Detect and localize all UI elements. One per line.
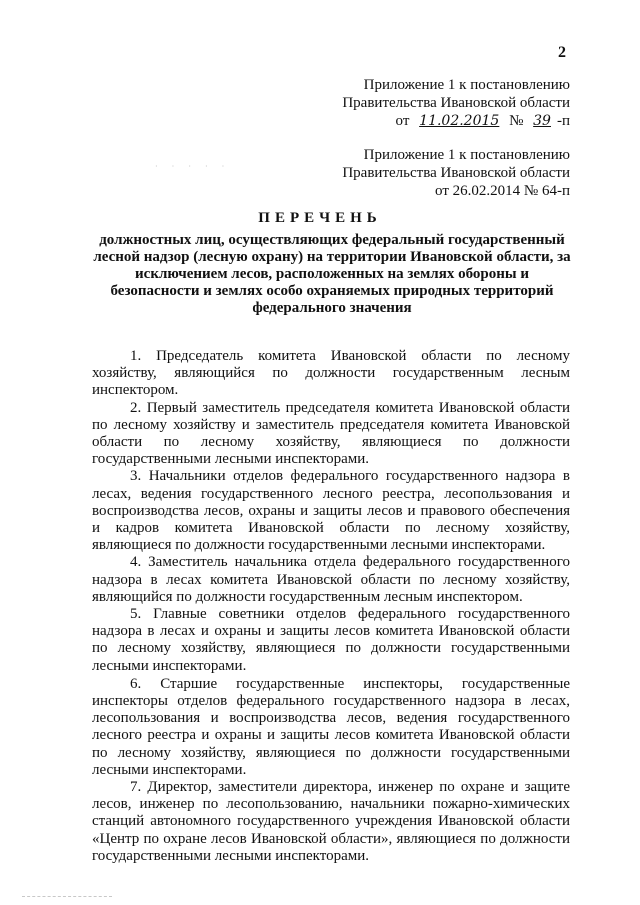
list-item: 6. Старшие государственные инспекторы, государственные инспекторы отделов федерального государственного надзора в лесах, лесопользования и воспроизводства лесов, ведения государственного лесного реестра и охраны и защиты лесов комитета Ивановской области по лесному хозяйству, являющиеся по должности государственными лесными инспекторами.	[92, 675, 570, 778]
appendix-old-line3: от 26.02.2014 № 64-п	[435, 183, 570, 199]
appendix-num-sign: №	[509, 113, 524, 129]
list-item: 5. Главные советники отделов федерального государственного надзора в лесах и охраны и защиты лесов комитета Ивановской области по лесному хозяйству, являющиеся по должности государственными лесными инспекторами.	[92, 606, 570, 674]
list-item: 1. Председатель комитета Ивановской области по лесному хозяйству, являющийся по должности государственным лесным инспектором.	[92, 348, 570, 399]
appendix-line2: Правительства Ивановской области	[342, 95, 570, 111]
appendix-date-line	[342, 112, 570, 130]
scan-edge-mark	[22, 896, 112, 897]
scan-noise: · · · · ·	[155, 162, 231, 171]
handwritten-date: 11.02.2015	[419, 113, 500, 129]
document-body	[92, 348, 570, 865]
appendix-from: от	[395, 113, 410, 129]
appendix-header-old	[342, 146, 570, 200]
list-item: 4. Заместитель начальника отдела федерального государственного надзора в лесах комитета Ивановской области по лесному хозяйству, являющийся по должности государственным лесным инспектором.	[92, 554, 570, 605]
list-item: 7. Директор, заместители директора, инженер по охране и защите лесов, инженер по лесопользованию, начальники пожарно-химических станций автономного государственного учреждения Ивановской области «Центр по охране лесов Ивановской области», являющиеся по должности государственными лесными инспекторами.	[92, 779, 570, 864]
appendix-suffix: -п	[556, 113, 570, 129]
document-title: ПЕРЕЧЕНЬ	[258, 210, 382, 226]
appendix-header-new	[342, 76, 570, 130]
appendix-line1: Приложение 1 к постановлению	[363, 77, 570, 93]
document-subtitle: должностных лиц, осуществляющих федеральный государственный лесной надзор (лесную охрану) на территории Ивановской области, за исключением лесов, расположенных на землях обороны и безопасности и землях особо охраняемых природных территорий федерального значения	[93, 232, 571, 316]
appendix-old-line1: Приложение 1 к постановлению	[363, 147, 570, 163]
appendix-old-line2: Правительства Ивановской области	[342, 165, 570, 181]
page-number: 2	[558, 44, 566, 61]
list-item: 3. Начальники отделов федерального государственного надзора в лесах, ведения государственного лесного реестра, лесопользования и воспроизводства лесов, охраны и защиты лесов и правового обеспечения и кадров комитета Ивановской области по лесному хозяйству, являющиеся по должности государственными лесными инспекторами.	[92, 468, 570, 554]
list-item: 2. Первый заместитель председателя комитета Ивановской области по лесному хозяйству и заместитель председателя комитета Ивановской области по лесному хозяйству, являющиеся по должности государственными лесными инспекторами.	[92, 399, 570, 468]
handwritten-number: 39	[533, 113, 551, 129]
